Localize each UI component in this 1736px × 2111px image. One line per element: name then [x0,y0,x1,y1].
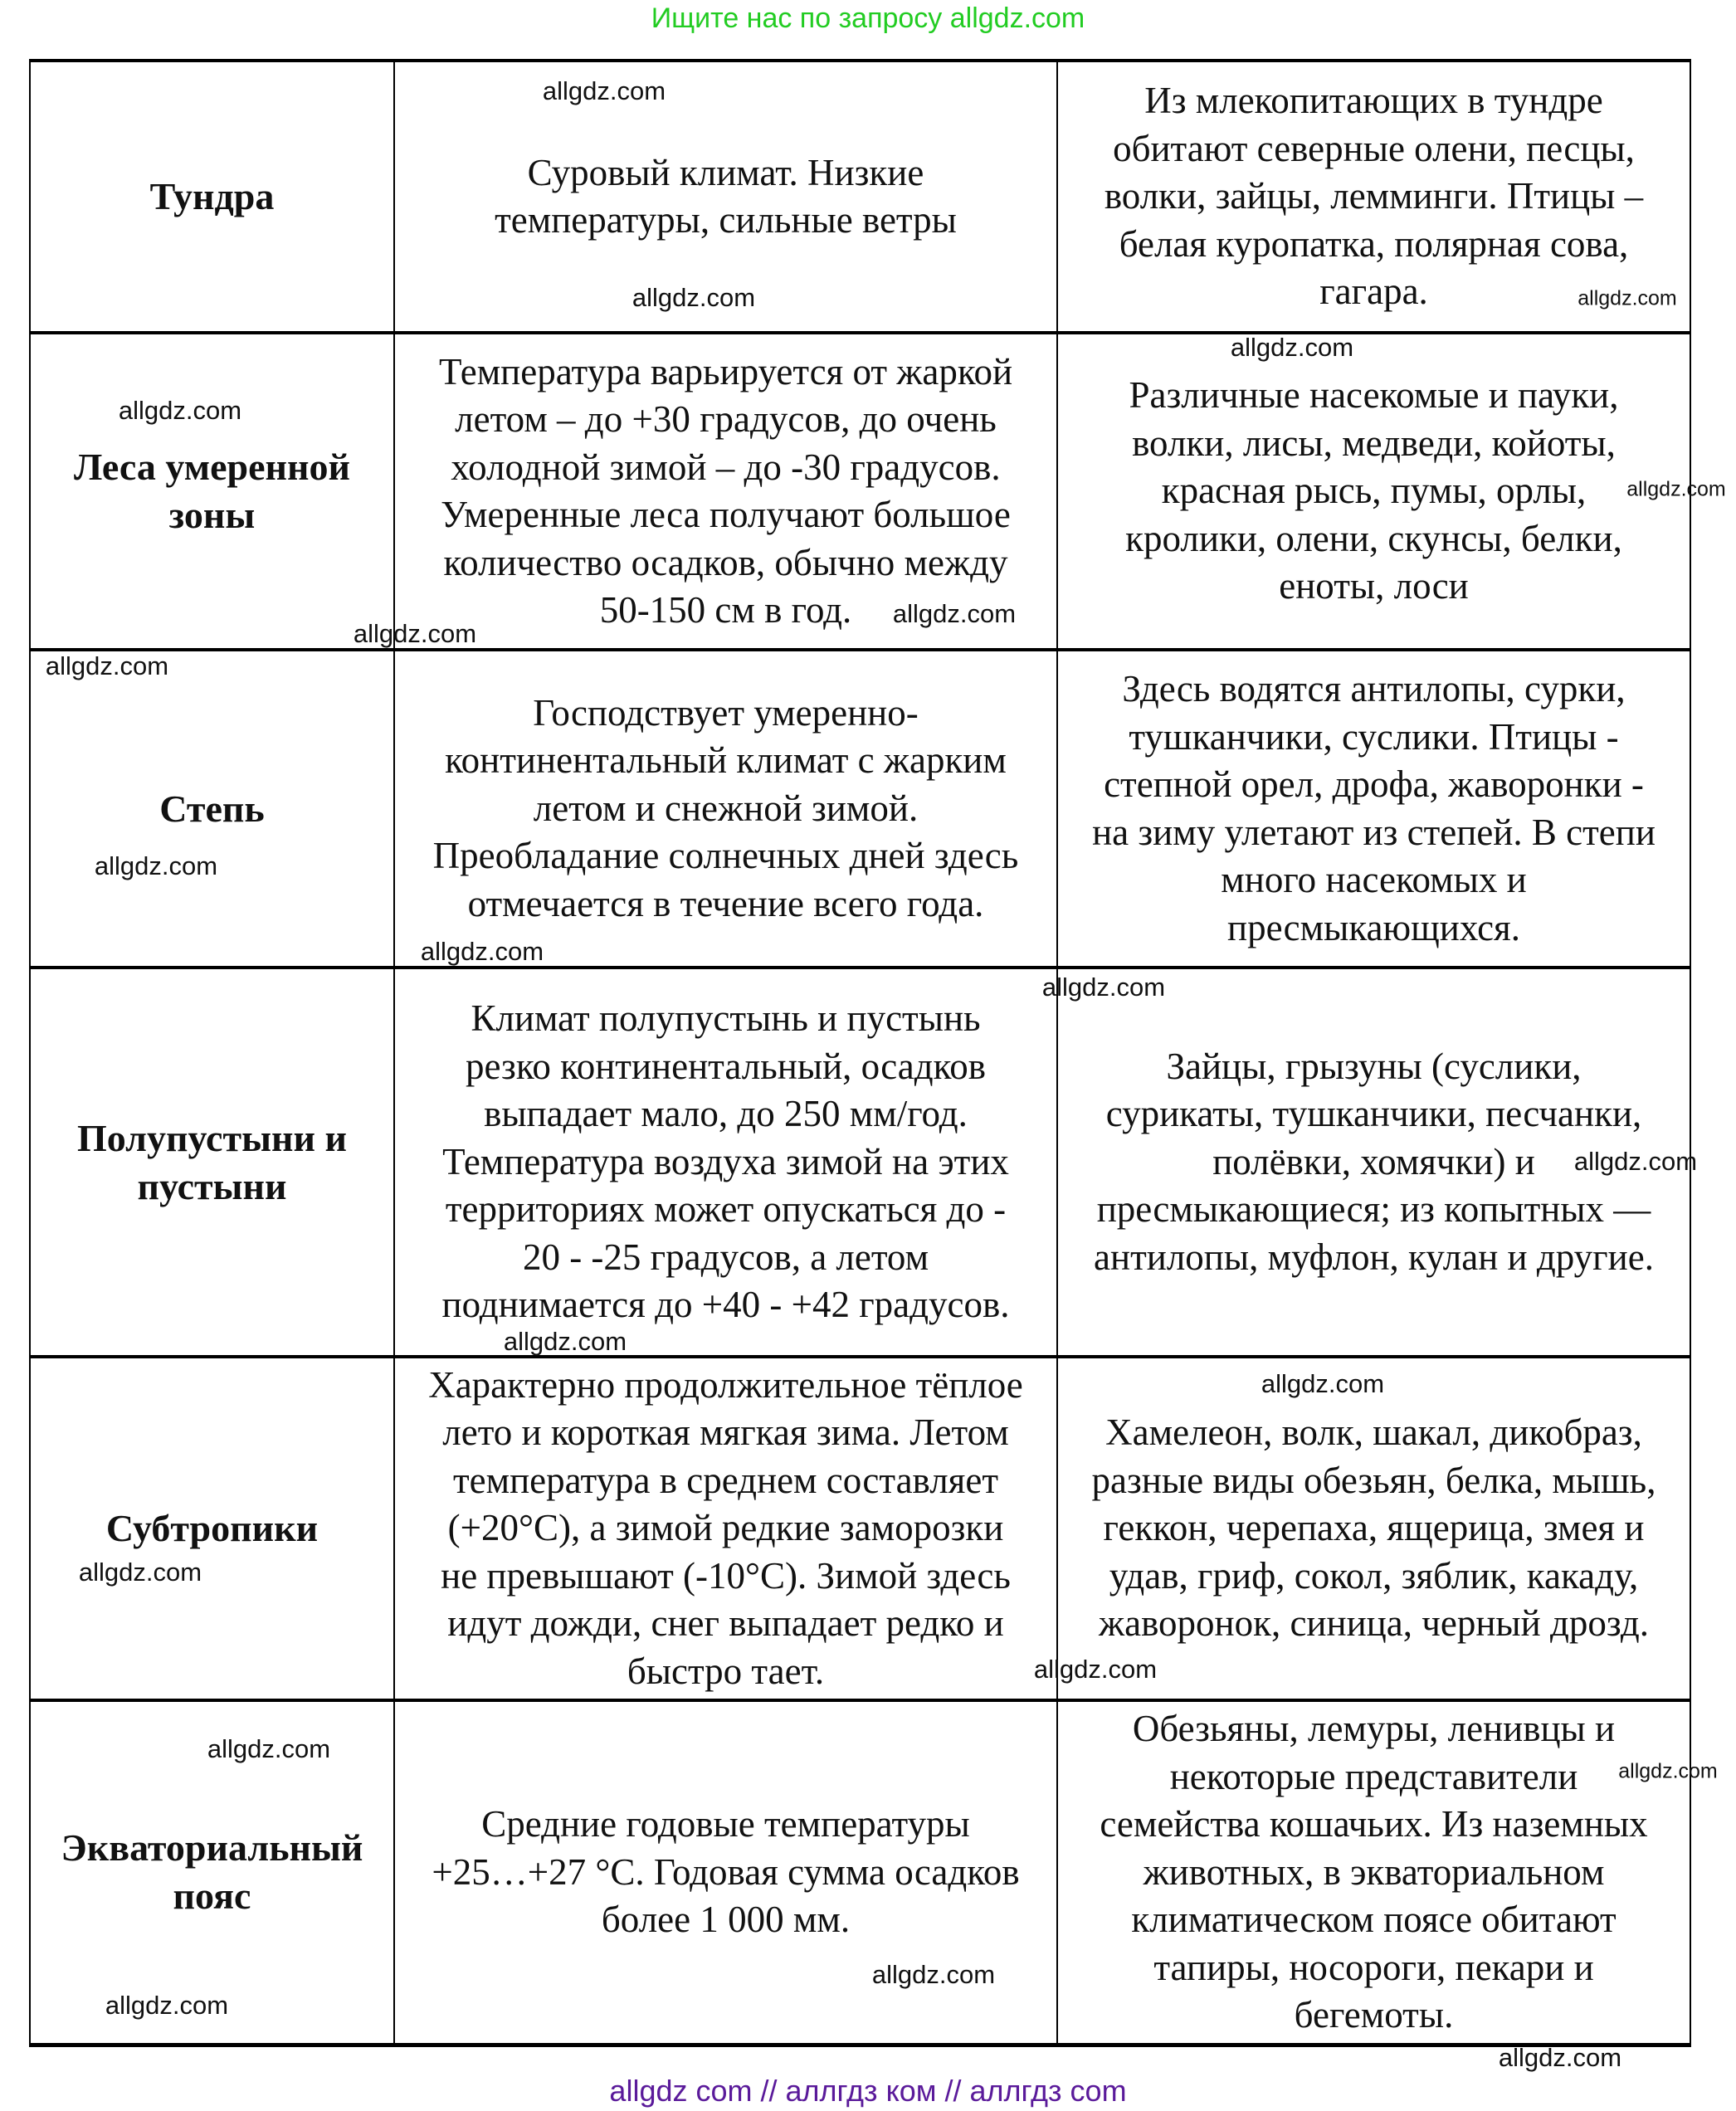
text-line: 50-150 см в год. [599,589,852,631]
watermark: allgdz.com [105,1991,229,2020]
text-line: холодной зимой – до -30 градусов. [451,446,1001,488]
watermark: allgdz.com [1041,973,1166,1002]
text-line: Степь [159,787,265,830]
table-row [30,61,1690,333]
watermark: allgdz.com [1498,2043,1622,2072]
table-row [30,333,1690,650]
text-line: еноты, лоси [1279,565,1469,607]
text-line: температуры, сильные ветры [495,199,957,241]
text-line: Обезьяны, лемуры, ленивцы и [1132,1708,1616,1749]
watermark: allgdz.com [542,76,666,105]
text-line: бегемоты. [1294,1994,1454,2035]
text-line: летом – до +30 градусов, до очень [455,398,997,440]
text-line: Тундра [149,175,275,217]
text-line: разные виды обезьян, белка, мышь, [1091,1459,1656,1501]
zone-name-cell [30,333,394,650]
text-line: сурикаты, тушканчики, песчанки, [1105,1093,1642,1135]
text-line: Преобладание солнечных дней здесь [432,835,1019,877]
watermark: allgdz.com [1573,1147,1698,1176]
text-line: животных, в экваториальном [1143,1850,1605,1893]
text-line: 20 - -25 градусов, а летом [522,1236,929,1278]
text-line: Экваториальный [61,1826,363,1870]
text-line: некоторые представители [1169,1755,1578,1797]
text-line: Характерно продолжительное тёплое [428,1363,1023,1406]
text-line: пресмыкающиеся; из копытных — [1096,1188,1651,1231]
text-line: летом и снежной зимой. [533,787,919,829]
text-line: пустыни [137,1164,287,1207]
text-line: климатическом поясе обитают [1131,1899,1617,1940]
text-line: тапиры, носороги, пекари и [1153,1946,1594,1988]
text-line: Суровый климат. Низкие [527,151,924,193]
watermark: allgdz.com [1261,1369,1385,1398]
text-line: семейства кошачьих. Из наземных [1100,1803,1648,1845]
watermark: allgdz.com [503,1327,627,1356]
text-line: волки, зайцы, лемминги. Птицы – [1104,175,1644,217]
search-hint-link[interactable]: Ищите нас по запросу allgdz.com [651,2,1085,34]
watermark: allgdz.com [78,1558,202,1587]
watermark: allgdz.com [45,651,169,680]
text-line: красная рысь, пумы, орлы, [1161,470,1587,512]
text-line: Субтропики [105,1507,319,1549]
text-line: антилопы, муфлон, кулан и другие. [1094,1236,1654,1278]
text-line: Климат полупустынь и пустынь [471,997,981,1040]
text-line: Различные насекомые и пауки, [1129,374,1619,417]
text-line: жаворонок, синица, черный дрозд. [1099,1602,1649,1645]
text-line: пояс [173,1875,251,1918]
fauna-cell [1057,1700,1690,2045]
text-line: Леса умеренной [73,446,351,488]
text-line: не превышают (-10°C). Зимой здесь [441,1554,1011,1597]
watermark: allgdz.com [353,619,477,648]
text-line: зоны [168,494,256,536]
text-line: отмечается в течение всего года. [467,882,984,924]
text-line: Умеренные леса получают большое [441,494,1011,535]
footer-site-links[interactable]: allgdz com // аллгдз ком // аллгдз com [609,2074,1127,2108]
text-line: Господствует умеренно- [533,691,919,734]
watermark: allgdz.com [420,937,544,966]
text-line: тушканчики, суслики. Птицы - [1129,715,1619,758]
watermark: allgdz.com [871,1960,996,1989]
climate-cell [394,650,1057,968]
fauna-cell [1057,333,1690,650]
text-line: Полупустыни и [76,1116,347,1159]
text-line: полёвки, хомячки) и [1212,1140,1535,1182]
text-line: Из млекопитающих в тундре [1144,80,1603,122]
climate-cell [394,968,1057,1357]
text-line: +25…+27 °C. Годовая сумма осадков [432,1850,1020,1893]
text-line: степной орел, дрофа, жаворонки - [1104,763,1644,805]
text-line: геккон, черепаха, ящерица, змея и [1103,1507,1645,1549]
text-line: удав, гриф, сокол, зяблик, какаду, [1109,1554,1639,1597]
watermark: allgdz.com [1230,333,1354,362]
table-row [30,650,1690,968]
climate-cell [394,1357,1057,1700]
text-line: лето и короткая мягкая зима. Летом [442,1411,1009,1454]
text-line: на зиму улетают из степей. В степи [1092,811,1656,853]
text-line: белая куропатка, полярная сова, [1119,222,1629,265]
watermark: allgdz.com [1626,477,1726,501]
watermark: allgdz.com [892,599,1017,628]
text-line: более 1 000 мм. [601,1899,851,1940]
zone-name-cell [30,968,394,1357]
text-line: Зайцы, грызуны (суслики, [1166,1045,1582,1087]
table-row [30,968,1690,1357]
text-line: волки, лисы, медведи, койоты, [1132,422,1616,464]
table-row [30,1357,1690,1700]
text-line: выпадает мало, до 250 мм/год. [484,1093,968,1135]
fauna-cell [1057,650,1690,968]
watermark: allgdz.com [94,851,218,880]
text-line: быстро тает. [627,1650,825,1692]
text-line: Температура варьируется от жаркой [438,350,1013,392]
watermark: allgdz.com [1033,1655,1158,1684]
text-line: кролики, олени, скунсы, белки, [1125,517,1622,559]
text-line: Здесь водятся антилопы, сурки, [1122,668,1626,709]
fauna-cell [1057,1357,1690,1700]
text-line: обитают северные олени, песцы, [1113,127,1635,169]
zone-name-cell [30,61,394,333]
watermark: allgdz.com [207,1734,331,1763]
text-line: температура в среднем составляет [452,1459,998,1501]
watermark: allgdz.com [118,396,242,425]
text-line: (+20°C), а зимой редкие заморозки [447,1507,1004,1549]
text-line: идут дожди, снег выпадает редко и [447,1602,1004,1645]
text-line: Температура воздуха зимой на этих [442,1140,1009,1182]
watermark: allgdz.com [1578,286,1677,310]
text-line: территориях может опускаться до - [445,1188,1007,1231]
zone-name-cell [30,1357,394,1700]
text-line: пресмыкающихся. [1227,906,1520,948]
text-line: много насекомых и [1221,859,1527,900]
zone-name-cell [30,650,394,968]
text-line: Хамелеон, волк, шакал, дикобраз, [1105,1411,1642,1454]
text-line: резко континентальный, осадков [466,1045,986,1087]
text-line: поднимается до +40 - +42 градусов. [441,1284,1010,1326]
climate-cell [394,1700,1057,2045]
watermark: allgdz.com [1618,1759,1718,1783]
text-line: континентальный климат с жарким [445,739,1007,782]
text-line: гагара. [1319,271,1428,313]
watermark: allgdz.com [631,283,756,312]
text-line: Средние годовые температуры [481,1803,970,1845]
text-line: количество осадков, обычно между [443,541,1008,583]
